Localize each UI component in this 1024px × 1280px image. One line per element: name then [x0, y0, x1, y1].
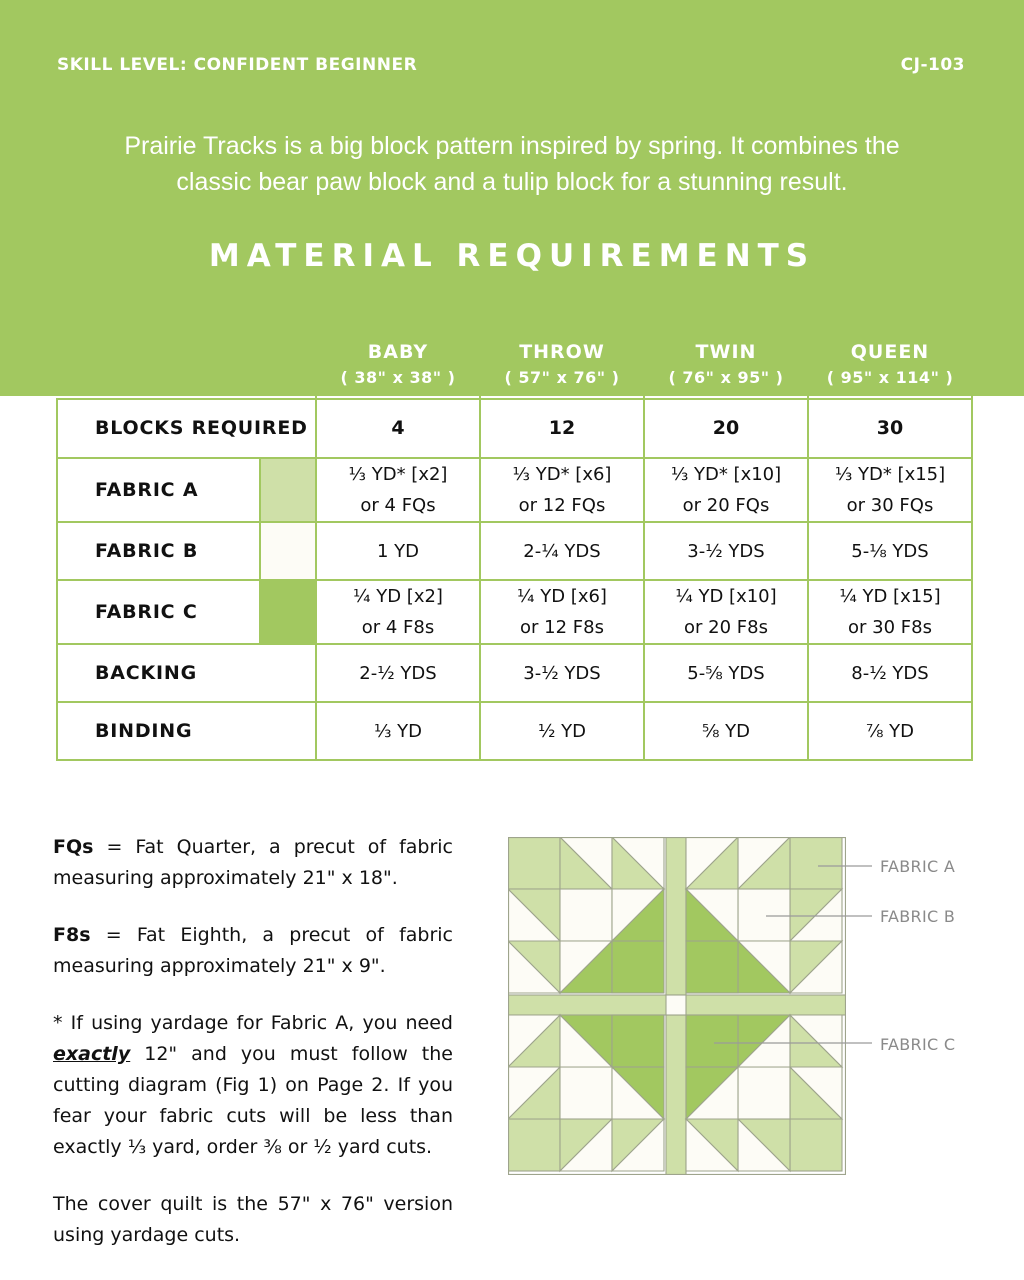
callout-fabric-a: FABRIC A [880, 857, 956, 876]
callout-fabric-c: FABRIC C [880, 1035, 956, 1054]
row-label: BINDING [57, 702, 316, 760]
column-header: QUEEN ( 95" x 114" ) [808, 331, 972, 399]
table-cell: 1 YD [316, 522, 480, 580]
row-label: FABRIC B [57, 522, 260, 580]
row-label: BLOCKS REQUIRED [57, 399, 316, 458]
pattern-code: CJ-103 [900, 55, 965, 75]
table-cell: 3-½ YDS [480, 644, 644, 702]
table-cell: 5-⅛ YDS [808, 522, 972, 580]
table-cell: 20 [644, 399, 808, 458]
table-cell: ¼ YD [x15] or 30 F8s [808, 580, 972, 644]
table-cell: 3-½ YDS [644, 522, 808, 580]
yardage-note: * If using yardage for Fabric A, you need exactly 12" and you must follow the cutting diagram (Fig 1) on Page 2. If you fear your fabric cuts will be less than exactly ⅓ yard, order ⅜ or ½ yard cuts. [53, 1012, 453, 1158]
table-cell: 12 [480, 399, 644, 458]
table-cell: ⅓ YD* [x2] or 4 FQs [316, 458, 480, 522]
table-cell: 30 [808, 399, 972, 458]
table-cell: ¼ YD [x6] or 12 F8s [480, 580, 644, 644]
callout-fabric-b: FABRIC B [880, 907, 956, 926]
table-cell: ⅓ YD* [x15] or 30 FQs [808, 458, 972, 522]
table-cell: 8-½ YDS [808, 644, 972, 702]
table-cell: ⅓ YD* [x10] or 20 FQs [644, 458, 808, 522]
table-cell: 2-¼ YDS [480, 522, 644, 580]
column-header: TWIN ( 76" x 95" ) [644, 331, 808, 399]
table-cell: 4 [316, 399, 480, 458]
table-cell: ⅞ YD [808, 702, 972, 760]
row-label: BACKING [57, 644, 316, 702]
table-cell: ¼ YD [x10] or 20 F8s [644, 580, 808, 644]
table-cell: ½ YD [480, 702, 644, 760]
row-label: FABRIC C [57, 580, 260, 644]
f8-note: F8s = Fat Eighth, a precut of fabric measuring approximately 21" x 9". [53, 924, 453, 977]
table-cell: ¼ YD [x2] or 4 F8s [316, 580, 480, 644]
table-cell: 2-½ YDS [316, 644, 480, 702]
table-cell: ⅓ YD [316, 702, 480, 760]
section-title: MATERIAL REQUIREMENTS [208, 238, 816, 274]
fq-note: FQs = Fat Quarter, a precut of fabric measuring approximately 21" x 18". [53, 836, 453, 889]
table-cell: ⅝ YD [644, 702, 808, 760]
column-header: THROW ( 57" x 76" ) [480, 331, 644, 399]
skill-level: SKILL LEVEL: CONFIDENT BEGINNER [57, 55, 418, 75]
table-cell: 5-⅝ YDS [644, 644, 808, 702]
cover-note: The cover quilt is the 57" x 76" version using yardage cuts. [53, 1193, 453, 1246]
table-cell: ⅓ YD* [x6] or 12 FQs [480, 458, 644, 522]
column-header: BABY ( 38" x 38" ) [316, 331, 480, 399]
row-label: FABRIC A [57, 458, 260, 522]
intro-text: Prairie Tracks is a big block pattern inspired by spring. It combines the classic bear paw block and a tulip block for a stunning result. [124, 132, 900, 196]
